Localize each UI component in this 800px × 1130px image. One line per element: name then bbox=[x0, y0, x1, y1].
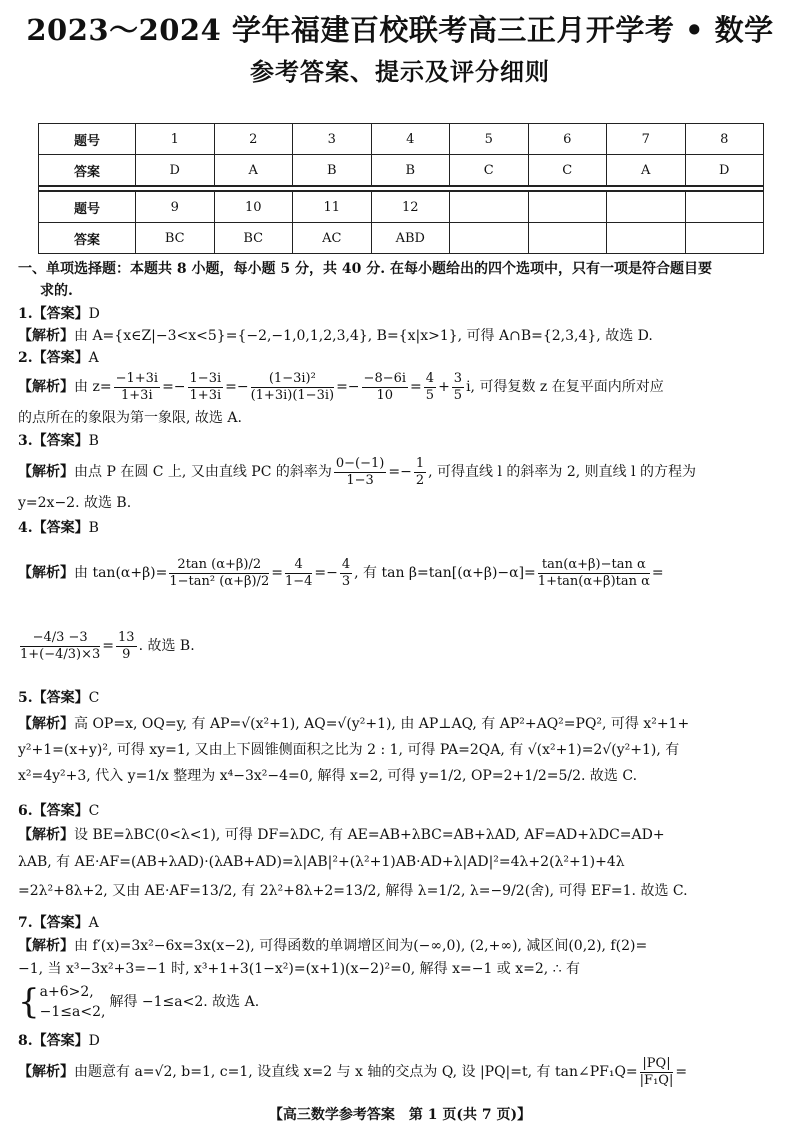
q-number: 4. bbox=[18, 520, 33, 536]
math-text: = bbox=[651, 565, 664, 581]
section-heading: 一、单项选择题：本题共 8 小题，每小题 5 分，共 40 分. 在每小题给出的四个选项中，只有一项是符合题目要 bbox=[18, 261, 712, 277]
q-number: 3. bbox=[18, 433, 33, 449]
fraction bbox=[116, 630, 137, 663]
frac-den: 1+tan(α+β)tan α bbox=[537, 573, 650, 589]
section-heading-cont: 求的. bbox=[40, 283, 73, 299]
math-text: = bbox=[271, 565, 283, 581]
table-cell bbox=[528, 223, 607, 254]
page-title: 2023～2024 学年福建百校联考高三正月开学考 • 数学 bbox=[26, 13, 774, 47]
q4-analysis bbox=[18, 549, 664, 597]
q1-answer bbox=[18, 303, 100, 325]
answer-tag: 【答案】 bbox=[32, 690, 89, 706]
q6-answer bbox=[18, 800, 99, 822]
q2-answer-value: A bbox=[88, 350, 99, 366]
q8-analysis bbox=[18, 1052, 687, 1092]
math-text: 由点 P 在圆 C 上, 又由直线 PC 的斜率为 bbox=[74, 464, 332, 480]
fraction bbox=[251, 371, 334, 404]
frac-num: 4 bbox=[285, 557, 312, 574]
q6-answer-value: C bbox=[88, 803, 100, 819]
table-cell: BC bbox=[214, 223, 293, 254]
table-cell: A bbox=[607, 155, 686, 187]
q2-analysis-cont: 的点所在的象限为第一象限, 故选 A. bbox=[18, 410, 242, 426]
math-text: 高 OP=x, OQ=y, 有 AP=√(x²+1), AQ=√(y²+1), 由 AP⊥AQ, 有 AP²+AQ²=PQ², 可得 x²+1+ bbox=[74, 716, 690, 732]
math-text: = bbox=[410, 379, 422, 395]
table-answer-label: 答案 bbox=[39, 223, 136, 254]
table-cell bbox=[685, 223, 764, 254]
analysis-tag: 【解析】 bbox=[18, 464, 74, 480]
math-text: = bbox=[102, 638, 115, 654]
q5-analysis-line3: x²=4y²+3, 代入 y=1/x 整理为 x⁴−3x²−4=0, 解得 x=2, 可得 y=1/2, OP=2+1/2=5/2. 故选 C. bbox=[18, 768, 638, 784]
table-row-answers-1 bbox=[39, 155, 764, 187]
math-text: 由题意有 a=√2, b=1, c=1, 设直线 x=2 与 x 轴的交点为 Q, 设 |PQ|=t, 有 tan∠PF₁Q= bbox=[74, 1064, 638, 1080]
math-text: i, 可得复数 z 在复平面内所对应 bbox=[466, 379, 664, 395]
table-cell: 9 bbox=[136, 191, 215, 223]
frac-num: 3 bbox=[453, 370, 463, 386]
table-cell: 6 bbox=[528, 124, 607, 155]
table-cell: B bbox=[293, 155, 372, 187]
fraction bbox=[20, 630, 100, 663]
answer-tag: 【答案】 bbox=[32, 1033, 89, 1049]
answer-tag: 【答案】 bbox=[32, 433, 89, 449]
q1-analysis-text: 由 A={x∈Z|−3<x<5}={−2,−1,0,1,2,3,4}, B={x|x>1}, 可得 A∩B={2,3,4}, 故选 D. bbox=[74, 328, 653, 344]
fraction bbox=[188, 371, 224, 404]
system-lines bbox=[40, 982, 106, 1022]
q-number: 8. bbox=[18, 1033, 33, 1049]
fraction bbox=[285, 557, 312, 590]
fraction bbox=[169, 557, 269, 590]
fraction bbox=[538, 557, 650, 590]
q3-analysis-cont: y=2x−2. 故选 B. bbox=[18, 495, 132, 511]
q7-analysis bbox=[18, 935, 647, 957]
math-text: = bbox=[675, 1064, 688, 1080]
answer-tag: 【答案】 bbox=[32, 803, 89, 819]
q2-analysis bbox=[18, 368, 664, 406]
frac-den: 1+(−4/3)×3 bbox=[20, 646, 101, 662]
table-cell: 11 bbox=[293, 191, 372, 223]
math-text: =− bbox=[225, 379, 249, 395]
q5-answer bbox=[18, 687, 99, 709]
q-number: 7. bbox=[18, 915, 33, 931]
table-cell bbox=[685, 191, 764, 223]
frac-num: 13 bbox=[118, 629, 135, 645]
frac-den: 2 bbox=[415, 472, 425, 488]
table-cell: D bbox=[136, 155, 215, 187]
answer-tag: 【答案】 bbox=[32, 306, 89, 322]
frac-den: 5 bbox=[453, 387, 463, 403]
q8-answer bbox=[18, 1030, 100, 1052]
fraction bbox=[362, 371, 409, 404]
q-number: 6. bbox=[18, 803, 33, 819]
frac-num: 0−(−1) bbox=[335, 455, 385, 471]
table-header-label: 题号 bbox=[39, 124, 136, 155]
q2-answer bbox=[18, 347, 99, 369]
math-text: . 故选 B. bbox=[138, 638, 195, 654]
math-text: 由 f′(x)=3x²−6x=3x(x−2), 可得函数的单调增区间为(−∞,0), (2,+∞), 减区间(0,2), f(2)= bbox=[74, 938, 648, 954]
frac-den: 10 bbox=[376, 387, 394, 403]
q7-answer-value: A bbox=[88, 915, 99, 931]
q7-system bbox=[18, 982, 259, 1022]
table-cell bbox=[607, 191, 686, 223]
table-cell bbox=[450, 191, 529, 223]
frac-den: 1−3 bbox=[346, 472, 374, 488]
fraction bbox=[340, 557, 352, 590]
table-cell bbox=[528, 191, 607, 223]
frac-num: −4/3 −3 bbox=[20, 630, 100, 647]
frac-den: 1+3i bbox=[121, 387, 153, 403]
frac-num: −1+3i bbox=[115, 370, 159, 386]
q-number: 5. bbox=[18, 690, 33, 706]
page-footer: 【高三数学参考答案 第 1 页(共 7 页)】 bbox=[268, 1107, 532, 1123]
answer-tag: 【答案】 bbox=[32, 520, 89, 536]
frac-den: 9 bbox=[122, 646, 131, 662]
table-cell: ABD bbox=[371, 223, 450, 254]
frac-den: 3 bbox=[341, 573, 351, 589]
fraction bbox=[424, 371, 436, 404]
brace-icon: { bbox=[18, 982, 40, 1022]
answer-tag: 【答案】 bbox=[32, 915, 89, 931]
fraction bbox=[114, 371, 161, 404]
fraction bbox=[452, 371, 464, 404]
page-subtitle: 参考答案、提示及评分细则 bbox=[250, 57, 550, 86]
math-text: 解得 −1≤a<2. 故选 A. bbox=[109, 994, 260, 1010]
analysis-tag: 【解析】 bbox=[18, 716, 74, 732]
frac-num: 1−3i bbox=[189, 370, 222, 386]
table-cell: 3 bbox=[293, 124, 372, 155]
q4-analysis-cont bbox=[18, 622, 195, 670]
q7-answer bbox=[18, 912, 99, 934]
frac-num: 1 bbox=[415, 455, 425, 471]
frac-den: 1−4 bbox=[284, 573, 313, 589]
table-cell: 1 bbox=[136, 124, 215, 155]
q5-answer-value: C bbox=[88, 690, 100, 706]
table-cell: 12 bbox=[371, 191, 450, 223]
math-text: =− bbox=[388, 464, 412, 480]
q1-answer-value: D bbox=[88, 306, 100, 322]
table-cell: 5 bbox=[450, 124, 529, 155]
frac-den: 1−tan² (α+β)/2 bbox=[169, 573, 270, 589]
frac-den: (1+3i)(1−3i) bbox=[250, 387, 335, 403]
table-cell: AC bbox=[293, 223, 372, 254]
q7-analysis-line2: −1, 当 x³−3x²+3=−1 时, x³+1+3(1−x²)=(x+1)(x−2)²=0, 解得 x=−1 或 x=2, ∴ 有 bbox=[18, 961, 581, 977]
fraction bbox=[414, 456, 426, 489]
frac-num: tan(α+β)−tan α bbox=[538, 557, 650, 574]
table-header-label: 题号 bbox=[39, 191, 136, 223]
table-cell: D bbox=[685, 155, 764, 187]
table-cell: 2 bbox=[214, 124, 293, 155]
analysis-tag: 【解析】 bbox=[18, 565, 74, 581]
q6-analysis-line2: λAB, 有 AE·AF=(AB+λAD)·(λAB+AD)=λ|AB|²+(λ²+1)AB·AD+λ|AD|²=4λ+2(λ²+1)+4λ bbox=[18, 854, 625, 870]
table-row-answers-2 bbox=[39, 223, 764, 254]
analysis-tag: 【解析】 bbox=[18, 379, 74, 395]
math-text: 设 BE=λBC(0<λ<1), 可得 DF=λDC, 有 AE=AB+λBC=AB+λAD, AF=AD+λDC=AD+ bbox=[74, 827, 665, 843]
table-cell: A bbox=[214, 155, 293, 187]
table-cell bbox=[450, 223, 529, 254]
math-text: , 可得直线 l 的斜率为 2, 则直线 l 的方程为 bbox=[428, 464, 697, 480]
math-text: 由 tan(α+β)= bbox=[74, 565, 168, 581]
math-text: =− bbox=[336, 379, 360, 395]
table-cell: BC bbox=[136, 223, 215, 254]
math-text: , 有 tan β=tan[(α+β)−α]= bbox=[354, 565, 536, 581]
fraction bbox=[640, 1056, 674, 1089]
frac-num: −8−6i bbox=[363, 370, 407, 386]
table-cell: 10 bbox=[214, 191, 293, 223]
math-text: + bbox=[438, 379, 450, 395]
frac-num: 2tan (α+β)/2 bbox=[169, 557, 269, 574]
frac-den: 1+3i bbox=[189, 387, 222, 403]
q-number: 2. bbox=[18, 350, 33, 366]
table-cell: B bbox=[371, 155, 450, 187]
frac-num: 4 bbox=[341, 556, 351, 572]
table-cell: 8 bbox=[685, 124, 764, 155]
analysis-tag: 【解析】 bbox=[18, 328, 74, 344]
table-row-numbers-1 bbox=[39, 124, 764, 155]
answer-tag: 【答案】 bbox=[32, 350, 89, 366]
frac-num: (1−3i)² bbox=[251, 371, 334, 388]
q6-analysis-line3: =2λ²+8λ+2, 又由 AE·AF=13/2, 有 2λ²+8λ+2=13/2, 解得 λ=1/2, λ=−9/2(舍), 可得 EF=1. 故选 C. bbox=[18, 883, 688, 899]
table-cell: 4 bbox=[371, 124, 450, 155]
q1-analysis bbox=[18, 325, 653, 347]
q-number: 1. bbox=[18, 306, 33, 322]
analysis-tag: 【解析】 bbox=[18, 1064, 74, 1080]
answer-table bbox=[38, 123, 764, 254]
table-row-numbers-2 bbox=[39, 191, 764, 223]
q3-analysis bbox=[18, 453, 696, 491]
table-answer-label: 答案 bbox=[39, 155, 136, 187]
analysis-tag: 【解析】 bbox=[18, 827, 74, 843]
q8-answer-value: D bbox=[88, 1033, 100, 1049]
q3-answer-value: B bbox=[88, 433, 99, 449]
table-cell: 7 bbox=[607, 124, 686, 155]
table-cell: C bbox=[528, 155, 607, 187]
q5-analysis-line2: y²+1=(x+y)², 可得 xy=1, 又由上下圆锥侧面积之比为 2 : 1, 可得 PA=2QA, 有 √(x²+1)=2√(y²+1), 有 bbox=[18, 742, 680, 758]
table-cell bbox=[607, 223, 686, 254]
frac-den: |F₁Q| bbox=[639, 1072, 674, 1088]
q5-analysis bbox=[18, 713, 689, 735]
math-text: 由 z= bbox=[74, 379, 112, 395]
system-line: a+6>2, bbox=[39, 984, 94, 1000]
math-text: =− bbox=[314, 565, 338, 581]
analysis-tag: 【解析】 bbox=[18, 938, 74, 954]
table-cell: C bbox=[450, 155, 529, 187]
frac-num: |PQ| bbox=[640, 1056, 674, 1073]
fraction bbox=[334, 456, 386, 489]
q6-analysis bbox=[18, 824, 665, 846]
q4-answer-value: B bbox=[88, 520, 99, 536]
math-text: =− bbox=[162, 379, 186, 395]
q3-answer bbox=[18, 430, 99, 452]
q4-answer bbox=[18, 517, 99, 539]
system-line: −1≤a<2, bbox=[39, 1004, 106, 1020]
frac-num: 4 bbox=[425, 370, 435, 386]
frac-den: 5 bbox=[425, 387, 435, 403]
